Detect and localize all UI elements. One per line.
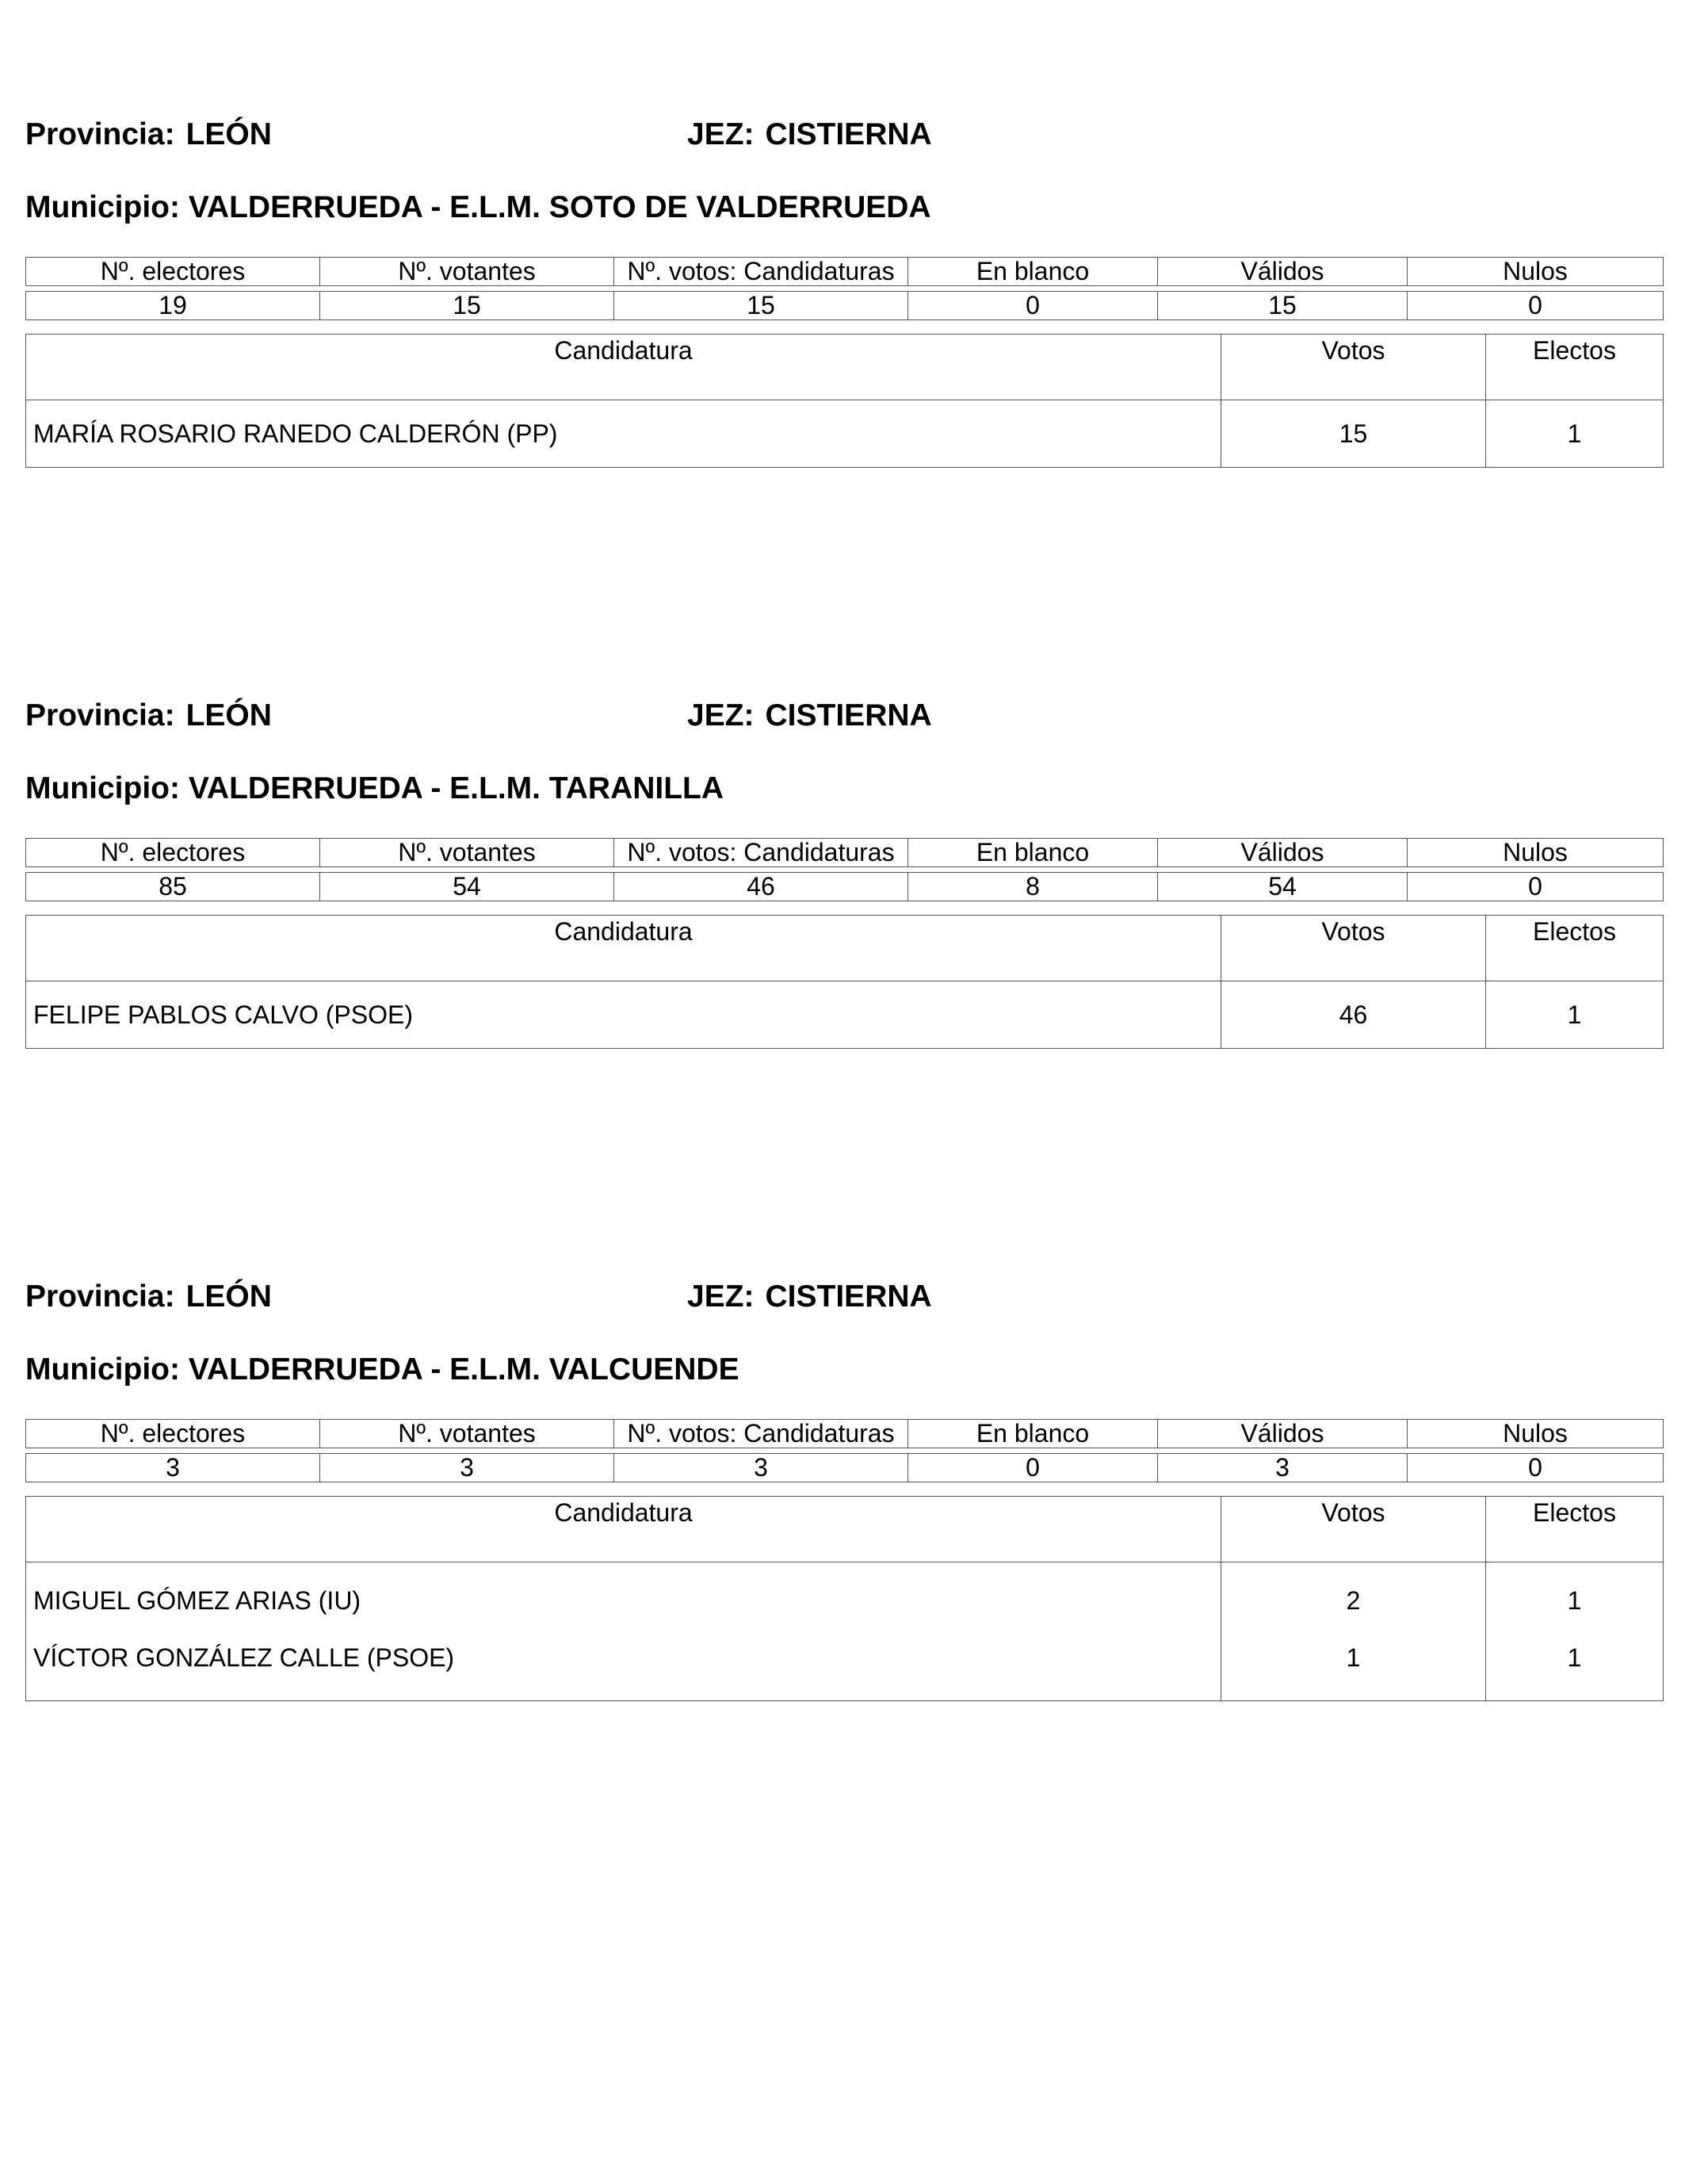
candidate-row — [26, 1562, 1664, 1639]
candidate-electos: 1 — [1486, 1639, 1664, 1701]
value-votantes: 54 — [320, 873, 614, 901]
header-nulos: Nulos — [1408, 839, 1664, 867]
value-electores: 19 — [26, 292, 320, 320]
header-en-blanco: En blanco — [908, 839, 1158, 867]
header-electos: Electos — [1486, 335, 1664, 400]
stats-values-row — [26, 873, 1664, 901]
candidates-table — [25, 334, 1664, 468]
candidate-row — [26, 981, 1664, 1049]
candidate-electos: 1 — [1486, 981, 1664, 1049]
candidate-electos: 1 — [1486, 400, 1664, 468]
value-nulos: 0 — [1408, 292, 1664, 320]
municipio-line — [25, 189, 931, 227]
candidate-name: MARÍA ROSARIO RANEDO CALDERÓN (PP) — [26, 400, 1221, 468]
stats-header-row — [26, 1420, 1664, 1448]
provincia-label: Provincia: — [25, 117, 175, 151]
candidates-header-row — [26, 916, 1664, 981]
provincia-label: Provincia: — [25, 1279, 175, 1314]
municipio-value: VALDERRUEDA - E.L.M. SOTO DE VALDERRUEDA — [188, 190, 931, 224]
stats-table — [25, 1419, 1664, 1482]
header-votos: Votos — [1221, 916, 1486, 981]
municipio-label: Municipio: — [25, 1352, 180, 1387]
provincia-label: Provincia: — [25, 698, 175, 732]
candidate-name: FELIPE PABLOS CALVO (PSOE) — [26, 981, 1221, 1049]
jez-line — [687, 697, 932, 735]
stats-values-row — [26, 1454, 1664, 1482]
stats-header-row — [26, 258, 1664, 286]
municipio-line — [25, 770, 724, 808]
provincia-value: LEÓN — [185, 1279, 272, 1314]
value-validos: 15 — [1158, 292, 1408, 320]
candidate-votos: 2 — [1221, 1562, 1486, 1639]
jez-value: CISTIERNA — [765, 117, 932, 151]
header-votos-candidaturas: Nº. votos: Candidaturas — [614, 1420, 908, 1448]
header-candidatura: Candidatura — [26, 335, 1221, 400]
jez-value: CISTIERNA — [765, 698, 932, 732]
candidate-name: MIGUEL GÓMEZ ARIAS (IU) — [26, 1562, 1221, 1639]
candidate-votos: 15 — [1221, 400, 1486, 468]
header-nulos: Nulos — [1408, 258, 1664, 286]
header-electos: Electos — [1486, 1497, 1664, 1562]
provincia-value: LEÓN — [185, 117, 272, 151]
candidate-votos: 1 — [1221, 1639, 1486, 1701]
value-en-blanco: 8 — [908, 873, 1158, 901]
header-candidatura: Candidatura — [26, 1497, 1221, 1562]
header-electos: Electos — [1486, 916, 1664, 981]
municipio-label: Municipio: — [25, 190, 180, 224]
header-validos: Válidos — [1158, 258, 1408, 286]
candidates-header-row — [26, 1497, 1664, 1562]
provincia-value: LEÓN — [185, 698, 272, 732]
value-electores: 3 — [26, 1454, 320, 1482]
header-votos-candidaturas: Nº. votos: Candidaturas — [614, 258, 908, 286]
header-validos: Válidos — [1158, 1420, 1408, 1448]
jez-label: JEZ: — [687, 117, 755, 151]
candidate-votos: 46 — [1221, 981, 1486, 1049]
header-electores: Nº. electores — [26, 1420, 320, 1448]
value-votantes: 15 — [320, 292, 614, 320]
candidate-row — [26, 1639, 1664, 1701]
stats-table — [25, 838, 1664, 901]
candidate-name: VÍCTOR GONZÁLEZ CALLE (PSOE) — [26, 1639, 1221, 1701]
candidate-electos: 1 — [1486, 1562, 1664, 1639]
candidates-table — [25, 1496, 1664, 1701]
value-votos-candidaturas: 3 — [614, 1454, 908, 1482]
jez-line — [687, 1278, 932, 1316]
header-votantes: Nº. votantes — [320, 839, 614, 867]
header-validos: Válidos — [1158, 839, 1408, 867]
provincia-line — [25, 697, 272, 735]
candidates-table — [25, 915, 1664, 1049]
stats-values-row — [26, 292, 1664, 320]
header-en-blanco: En blanco — [908, 1420, 1158, 1448]
provincia-line — [25, 116, 272, 154]
header-votos: Votos — [1221, 335, 1486, 400]
jez-label: JEZ: — [687, 698, 755, 732]
jez-line — [687, 116, 932, 154]
municipio-value: VALDERRUEDA - E.L.M. VALCUENDE — [188, 1352, 739, 1387]
header-votos-candidaturas: Nº. votos: Candidaturas — [614, 839, 908, 867]
header-votantes: Nº. votantes — [320, 1420, 614, 1448]
value-votos-candidaturas: 15 — [614, 292, 908, 320]
municipio-label: Municipio: — [25, 771, 180, 805]
candidate-row — [26, 400, 1664, 468]
jez-label: JEZ: — [687, 1279, 755, 1314]
stats-header-row — [26, 839, 1664, 867]
header-votantes: Nº. votantes — [320, 258, 614, 286]
header-votos: Votos — [1221, 1497, 1486, 1562]
municipio-value: VALDERRUEDA - E.L.M. TARANILLA — [188, 771, 724, 805]
value-en-blanco: 0 — [908, 1454, 1158, 1482]
header-electores: Nº. electores — [26, 839, 320, 867]
header-candidatura: Candidatura — [26, 916, 1221, 981]
header-electores: Nº. electores — [26, 258, 320, 286]
value-nulos: 0 — [1408, 1454, 1664, 1482]
municipio-line — [25, 1351, 739, 1389]
value-en-blanco: 0 — [908, 292, 1158, 320]
value-votantes: 3 — [320, 1454, 614, 1482]
candidates-header-row — [26, 335, 1664, 400]
jez-value: CISTIERNA — [765, 1279, 932, 1314]
provincia-line — [25, 1278, 272, 1316]
value-nulos: 0 — [1408, 873, 1664, 901]
header-en-blanco: En blanco — [908, 258, 1158, 286]
value-validos: 54 — [1158, 873, 1408, 901]
stats-table — [25, 257, 1664, 320]
value-votos-candidaturas: 46 — [614, 873, 908, 901]
value-electores: 85 — [26, 873, 320, 901]
value-validos: 3 — [1158, 1454, 1408, 1482]
header-nulos: Nulos — [1408, 1420, 1664, 1448]
